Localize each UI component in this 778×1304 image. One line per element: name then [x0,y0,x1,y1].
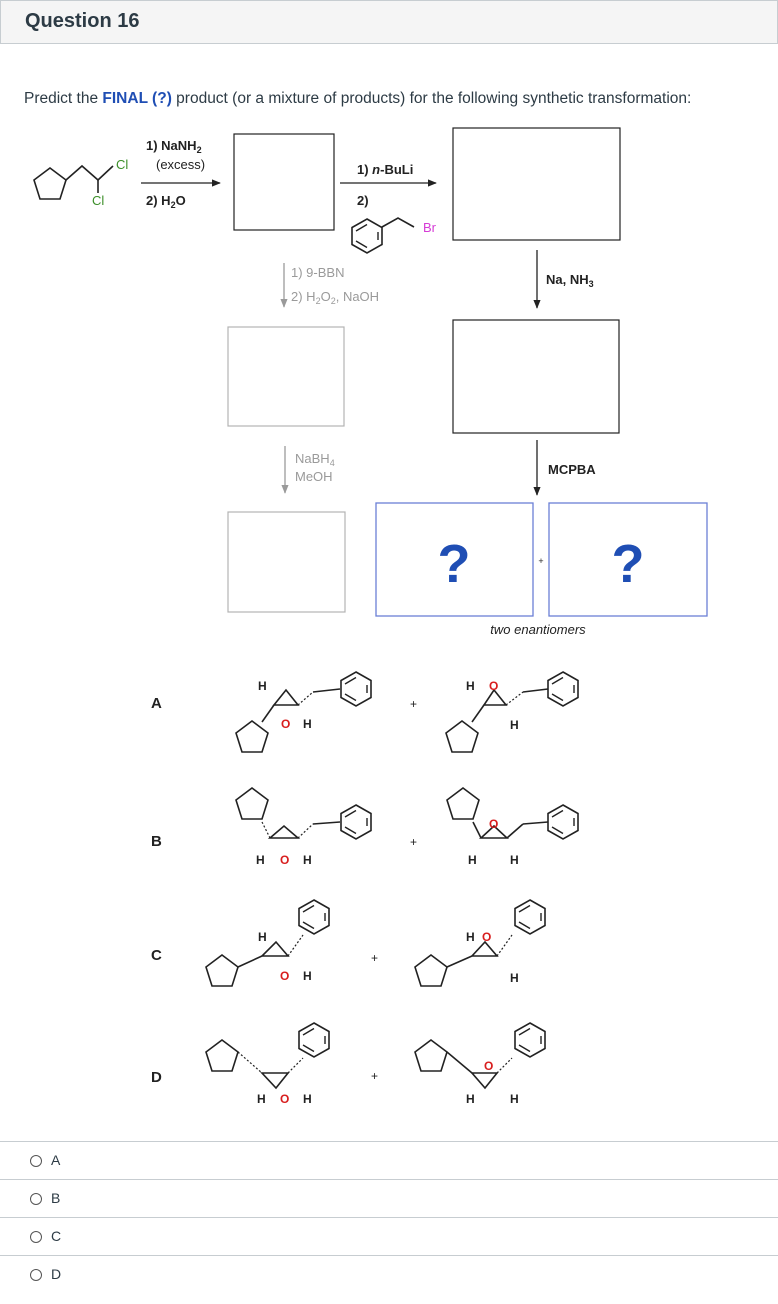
choice-letter-c: C [151,947,162,964]
svg-text:(excess): (excess) [156,157,206,172]
choice-c-structures [151,900,545,986]
svg-text:H: H [303,969,312,983]
option-b-radio[interactable] [30,1193,42,1205]
svg-text:2) H2O2, NaOH: 2) $H_2O_2$, NaOH [291,289,380,306]
svg-text:H: H [466,679,475,693]
question-title: Question 16 [25,10,140,32]
svg-text:NaBH4: NaBH$_4$ [295,451,335,468]
step6-conditions [537,440,596,495]
prompt-text-before: Predict the [24,90,103,107]
step4-conditions [537,250,594,308]
svg-text:H: H [303,717,312,731]
option-d-label: D [51,1266,62,1282]
svg-text:1) 9-BBN: 1) 9-BBN [291,265,345,280]
question-header [0,0,778,44]
step3-conditions [284,263,379,307]
option-c-label: C [51,1228,62,1244]
chlorine-label-bottom: Cl [92,193,105,208]
answer-box-1 [234,134,334,230]
svg-text:1) NaNH2: 1) NaNH$_2$ [146,138,202,155]
svg-text:1) n-BuLi: 1) n-BuLi [357,162,414,177]
svg-text:H: H [303,853,312,867]
svg-text:H: H [510,718,519,732]
step1-conditions [141,138,220,210]
svg-text:O: O [280,969,290,983]
answer-box-3 [228,327,344,426]
svg-text:O: O [482,930,492,944]
svg-text:H: H [257,1092,266,1106]
svg-text:H: H [468,853,477,867]
answer-box-2 [453,128,620,240]
svg-text:O: O [281,717,291,731]
question-prompt [24,90,691,108]
svg-text:Na, NH3: Na, $NH_3$ [546,272,594,289]
option-c[interactable] [0,1217,778,1255]
choice-b-structures [151,788,578,867]
choice-d-structures [151,1023,545,1106]
svg-text:H: H [510,853,519,867]
svg-text:H: H [510,1092,519,1106]
step5-conditions [285,446,335,493]
option-b[interactable] [0,1179,778,1217]
option-a-label: A [51,1152,61,1168]
svg-text:H: H [256,853,265,867]
prompt-highlight: FINAL (?) [102,90,172,107]
starting-material [34,157,128,208]
answer-box-4 [453,320,619,433]
svg-text:H: H [303,1092,312,1106]
answer-options [0,1141,778,1293]
svg-text:H: H [258,679,267,693]
svg-text:2): 2) [357,193,369,208]
svg-text:H: H [466,930,475,944]
option-d[interactable] [0,1255,778,1293]
svg-text:O: O [280,1092,290,1106]
svg-text:O: O [280,853,290,867]
svg-text:2) H2O: 2) $H_2O$ [146,193,186,210]
svg-text:+: + [371,951,379,965]
svg-text:+: + [410,697,418,711]
svg-text:O: O [489,817,499,831]
svg-text:+: + [371,1069,379,1083]
final-plus: + [538,556,544,566]
prompt-text-after: product (or a mixture of products) for the following synthetic transformation: [171,90,692,107]
svg-text:O: O [489,679,499,693]
svg-text:O: O [484,1059,494,1073]
svg-text:H: H [258,930,267,944]
choice-letter-a: A [151,695,162,712]
choice-letter-d: D [151,1069,162,1086]
final-note: two enantiomers [490,622,586,637]
option-a[interactable] [0,1141,778,1179]
option-d-radio[interactable] [30,1269,42,1281]
option-a-radio[interactable] [30,1155,42,1167]
bromine-label: Br [423,220,436,235]
option-b-label: B [51,1190,61,1206]
answer-box-5 [228,512,345,612]
choice-a-structures [151,672,578,752]
reaction-scheme [0,110,778,1140]
step2-conditions [340,162,437,253]
svg-text:H: H [510,971,519,985]
final-question-mark-2: ? [611,534,645,594]
chlorine-label-top: Cl [116,157,129,172]
final-question-mark-1: ? [437,534,471,594]
option-c-radio[interactable] [30,1231,42,1243]
svg-text:MeOH: MeOH [295,469,333,484]
svg-text:+: + [410,835,418,849]
svg-text:H: H [466,1092,475,1106]
svg-text:MCPBA: MCPBA [548,462,596,477]
choice-letter-b: B [151,833,162,850]
